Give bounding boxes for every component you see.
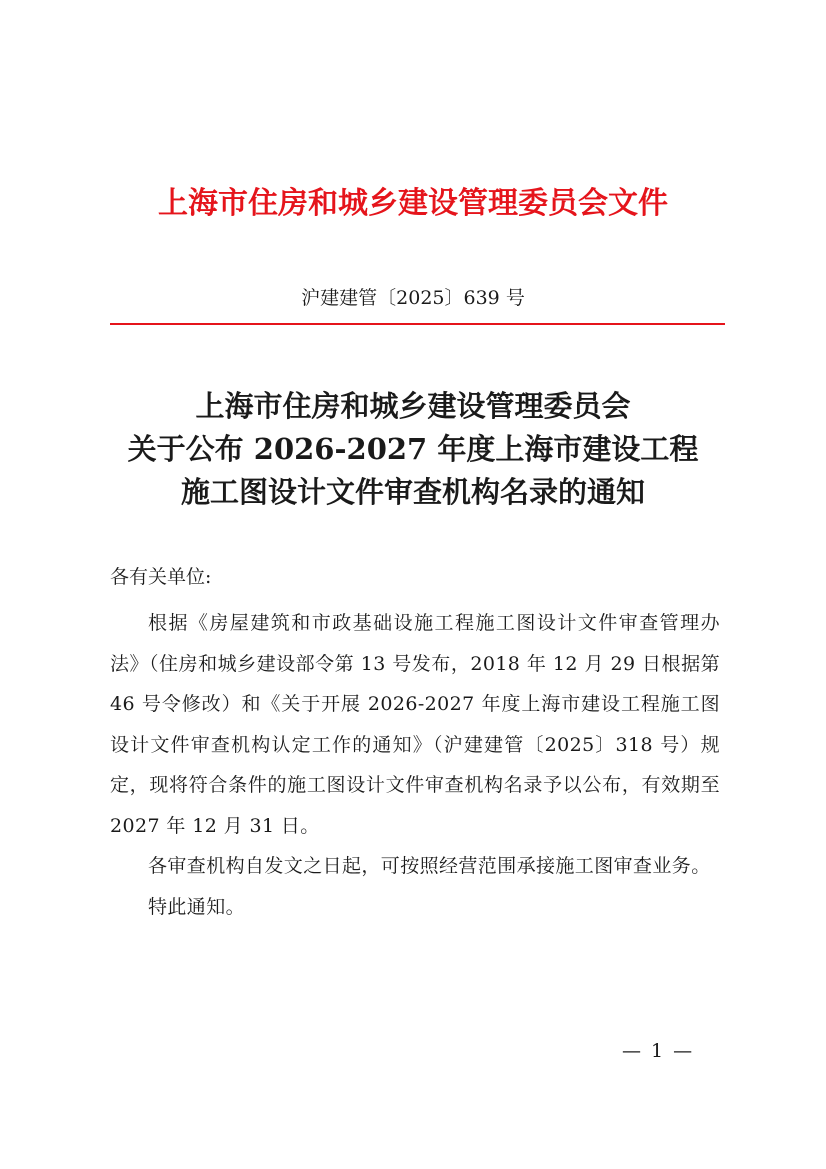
notice-title — [0, 385, 826, 514]
salutation: 各有关单位: — [110, 566, 212, 588]
page-number: — 1 — — [622, 1040, 695, 1062]
notice-title-line-1: 上海市住房和城乡建设管理委员会 — [195, 389, 631, 423]
document-number: 沪建建管〔2025〕639 号 — [301, 287, 525, 309]
issuer-header: 上海市住房和城乡建设管理委员会文件 — [158, 186, 668, 221]
body-paragraph-2: 各审查机构自发文之日起，可按照经营范围承接施工图审查业务。 — [148, 855, 711, 877]
body-paragraph-3: 特此通知。 — [148, 895, 246, 918]
notice-title-line-2: 关于公布 2026-2027 年度上海市建设工程 — [127, 432, 699, 466]
body-text — [110, 603, 720, 927]
red-divider-line — [110, 323, 725, 325]
body-paragraph-1: 根据《房屋建筑和市政基础设施工程施工图设计文件审查管理办法》（住房和城乡建设部令第 13 号发布，2018 年 12 月 29 日根据第 46 号令修改）和《关于开展 2026-2027 年度上海市建设工程施工图设计文件审查机构认定工作的通知》（沪建建管〔2025〕318 号）规定，现将符合条件的施工图设计文件审查机构名录予以公布，有效期至 2027 年 12 月 31 日。 — [110, 612, 720, 837]
notice-title-line-3: 施工图设计文件审查机构名录的通知 — [180, 475, 645, 509]
